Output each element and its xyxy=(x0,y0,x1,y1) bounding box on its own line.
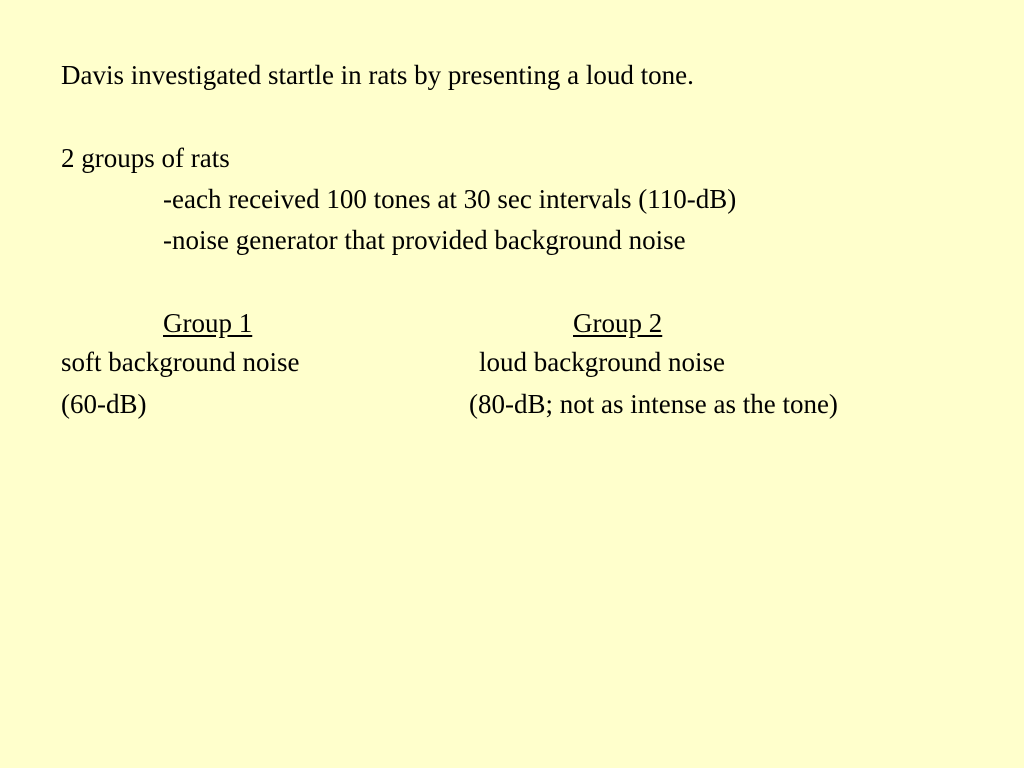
bullet-noise-generator: -noise generator that provided background noise xyxy=(163,225,686,255)
bullet-tones: -each received 100 tones at 30 sec intervals (110-dB) xyxy=(163,184,737,214)
group2-level: (80-dB; not as intense as the tone) xyxy=(469,389,838,419)
group1-title: Group 1 xyxy=(163,308,253,338)
groups-heading: 2 groups of rats xyxy=(61,143,230,173)
group1-level: (60-dB) xyxy=(61,389,147,419)
group2-title: Group 2 xyxy=(573,308,663,338)
group1-noise: soft background noise xyxy=(61,347,300,377)
group2-noise: loud background noise xyxy=(479,347,725,377)
intro-text: Davis investigated startle in rats by presenting a loud tone. xyxy=(61,60,694,90)
